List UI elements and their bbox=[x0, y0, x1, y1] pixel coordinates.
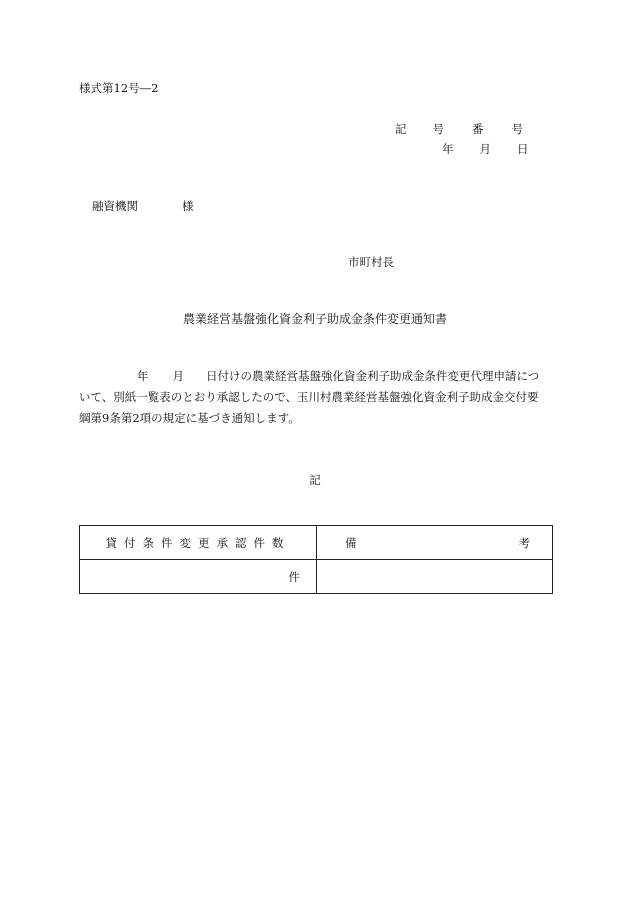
body-month: 月 bbox=[172, 369, 184, 383]
form-number: 様式第12号―2 bbox=[79, 81, 159, 95]
body-line-3: 綱第9条第2項の規定に基づき通知します。 bbox=[79, 411, 300, 425]
body-line-1-rest: 日付けの農業経営基盤強化資金利子助成金条件変更代理申請につ bbox=[206, 369, 540, 383]
header-remarks-right: 考 bbox=[518, 536, 530, 550]
approval-table bbox=[79, 525, 553, 594]
date-day: 日 bbox=[517, 142, 529, 156]
header-approval-count: 貸付条件変更承認件数 bbox=[80, 526, 317, 560]
remarks-cell bbox=[317, 560, 553, 594]
table-row bbox=[80, 560, 553, 594]
count-cell: 件 bbox=[80, 560, 317, 594]
sender: 市町村長 bbox=[348, 255, 394, 269]
doc-number-ban: 番 bbox=[472, 122, 484, 136]
body-text bbox=[79, 366, 553, 429]
header-remarks bbox=[317, 526, 553, 560]
addressee bbox=[92, 198, 194, 214]
header-remarks-left: 備 bbox=[345, 536, 357, 550]
doc-number-go: 号 bbox=[432, 122, 444, 136]
addressee-name: 融資機関 bbox=[92, 199, 138, 213]
document-title: 農業経営基盤強化資金利子助成金条件変更通知書 bbox=[182, 312, 447, 326]
date-year: 年 bbox=[442, 142, 454, 156]
addressee-honorific: 様 bbox=[182, 199, 194, 213]
body-line-1 bbox=[79, 366, 553, 387]
document-date bbox=[442, 141, 529, 157]
body-year: 年 bbox=[137, 369, 149, 383]
ki-heading: 記 bbox=[309, 473, 321, 487]
doc-number-ki: 記 bbox=[395, 122, 407, 136]
body-line-2: いて、別紙一覧表のとおり承認したので、玉川村農業経営基盤強化資金利子助成金交付要 bbox=[79, 390, 539, 404]
document-number bbox=[395, 121, 523, 137]
table-header-row bbox=[80, 526, 553, 560]
doc-number-go2: 号 bbox=[511, 122, 523, 136]
date-month: 月 bbox=[479, 142, 491, 156]
